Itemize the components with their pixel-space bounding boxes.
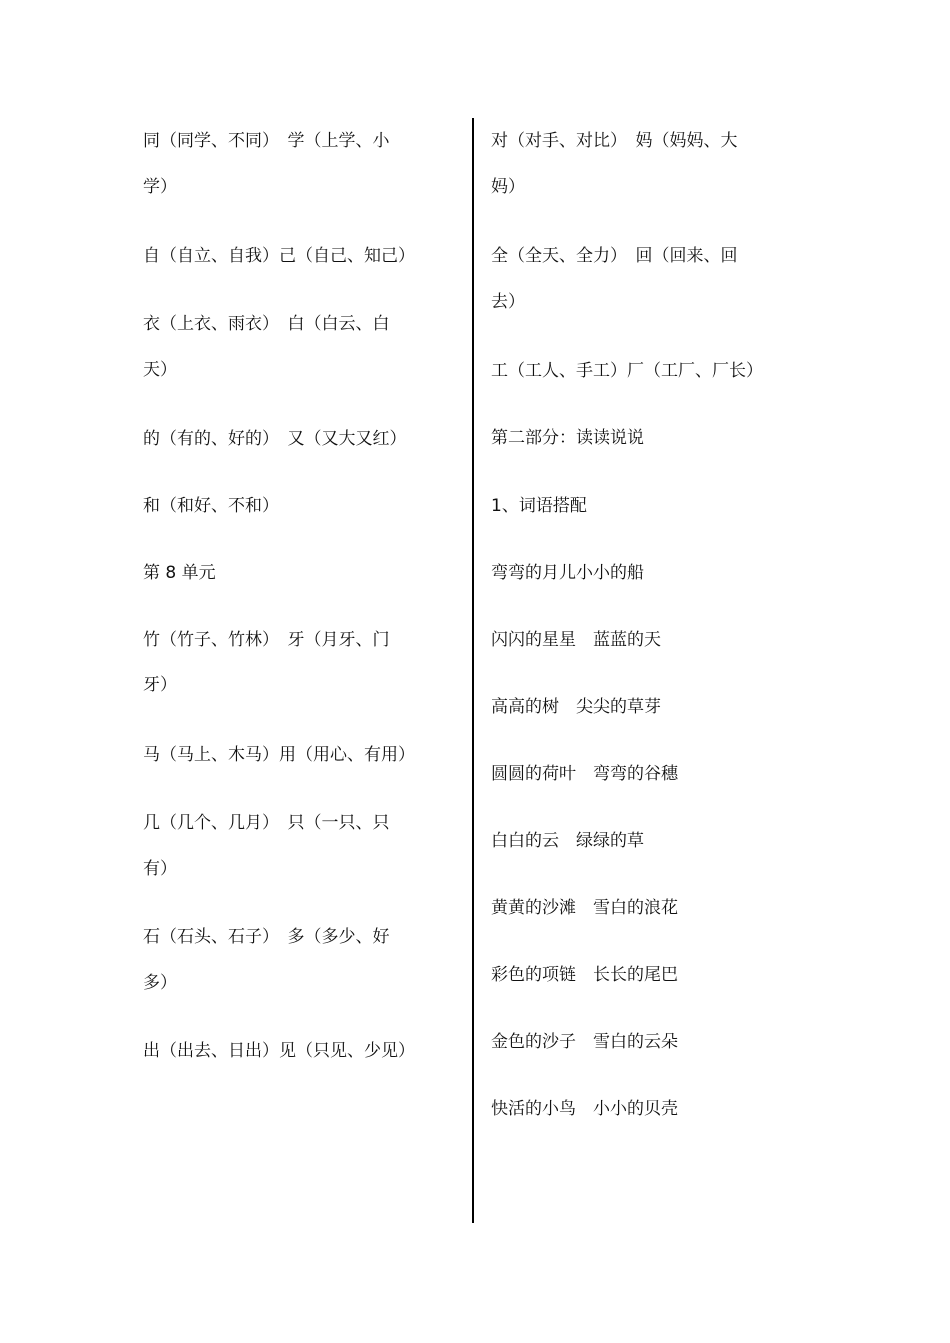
phrase-pair: 高高的树 尖尖的草芽	[491, 697, 661, 717]
text-line: 自（自立、自我）己（自己、知己）	[143, 246, 415, 266]
phrase-pair: 彩色的项链 长长的尾巴	[491, 965, 678, 985]
text-line: 石（石头、石子） 多（多少、好	[143, 927, 390, 947]
phrase-pair: 闪闪的星星 蓝蓝的天	[491, 630, 661, 650]
text-line: 多）	[143, 973, 177, 993]
text-line: 衣（上衣、雨衣） 白（白云、白	[143, 314, 390, 334]
text-line: 工（工人、手工）厂（工厂、厂长）	[491, 361, 763, 381]
text-line: 的（有的、好的） 又（又大又红）	[143, 429, 407, 449]
phrase-pair: 白白的云 绿绿的草	[491, 831, 644, 851]
text-line: 有）	[143, 859, 177, 879]
phrase-pair: 黄黄的沙滩 雪白的浪花	[491, 898, 678, 918]
text-line: 全（全天、全力） 回（回来、回	[491, 246, 738, 266]
phrase-pair: 金色的沙子 雪白的云朵	[491, 1032, 678, 1052]
subsection-heading: 1、词语搭配	[491, 496, 587, 516]
text-line: 天）	[143, 360, 177, 380]
text-line: 对（对手、对比） 妈（妈妈、大	[491, 131, 738, 151]
text-line: 几（几个、几月） 只（一只、只	[143, 813, 390, 833]
phrase-pair: 圆圆的荷叶 弯弯的谷穗	[491, 764, 678, 784]
phrase-pair: 弯弯的月儿小小的船	[491, 563, 644, 583]
text-line: 牙）	[143, 675, 177, 695]
text-line: 学）	[143, 177, 177, 197]
text-line: 竹（竹子、竹林） 牙（月牙、门	[143, 630, 390, 650]
phrase-pair: 快活的小鸟 小小的贝壳	[491, 1099, 678, 1119]
text-line: 妈）	[491, 177, 525, 197]
text-line: 同（同学、不同） 学（上学、小	[143, 131, 390, 151]
text-line: 去）	[491, 292, 525, 312]
column-divider	[472, 118, 474, 1223]
text-line: 和（和好、不和）	[143, 496, 279, 516]
section-heading: 第二部分：读读说说	[491, 428, 644, 448]
text-line: 马（马上、木马）用（用心、有用）	[143, 745, 415, 765]
section-heading: 第 8 单元	[143, 563, 216, 583]
text-line: 出（出去、日出）见（只见、少见）	[143, 1041, 415, 1061]
